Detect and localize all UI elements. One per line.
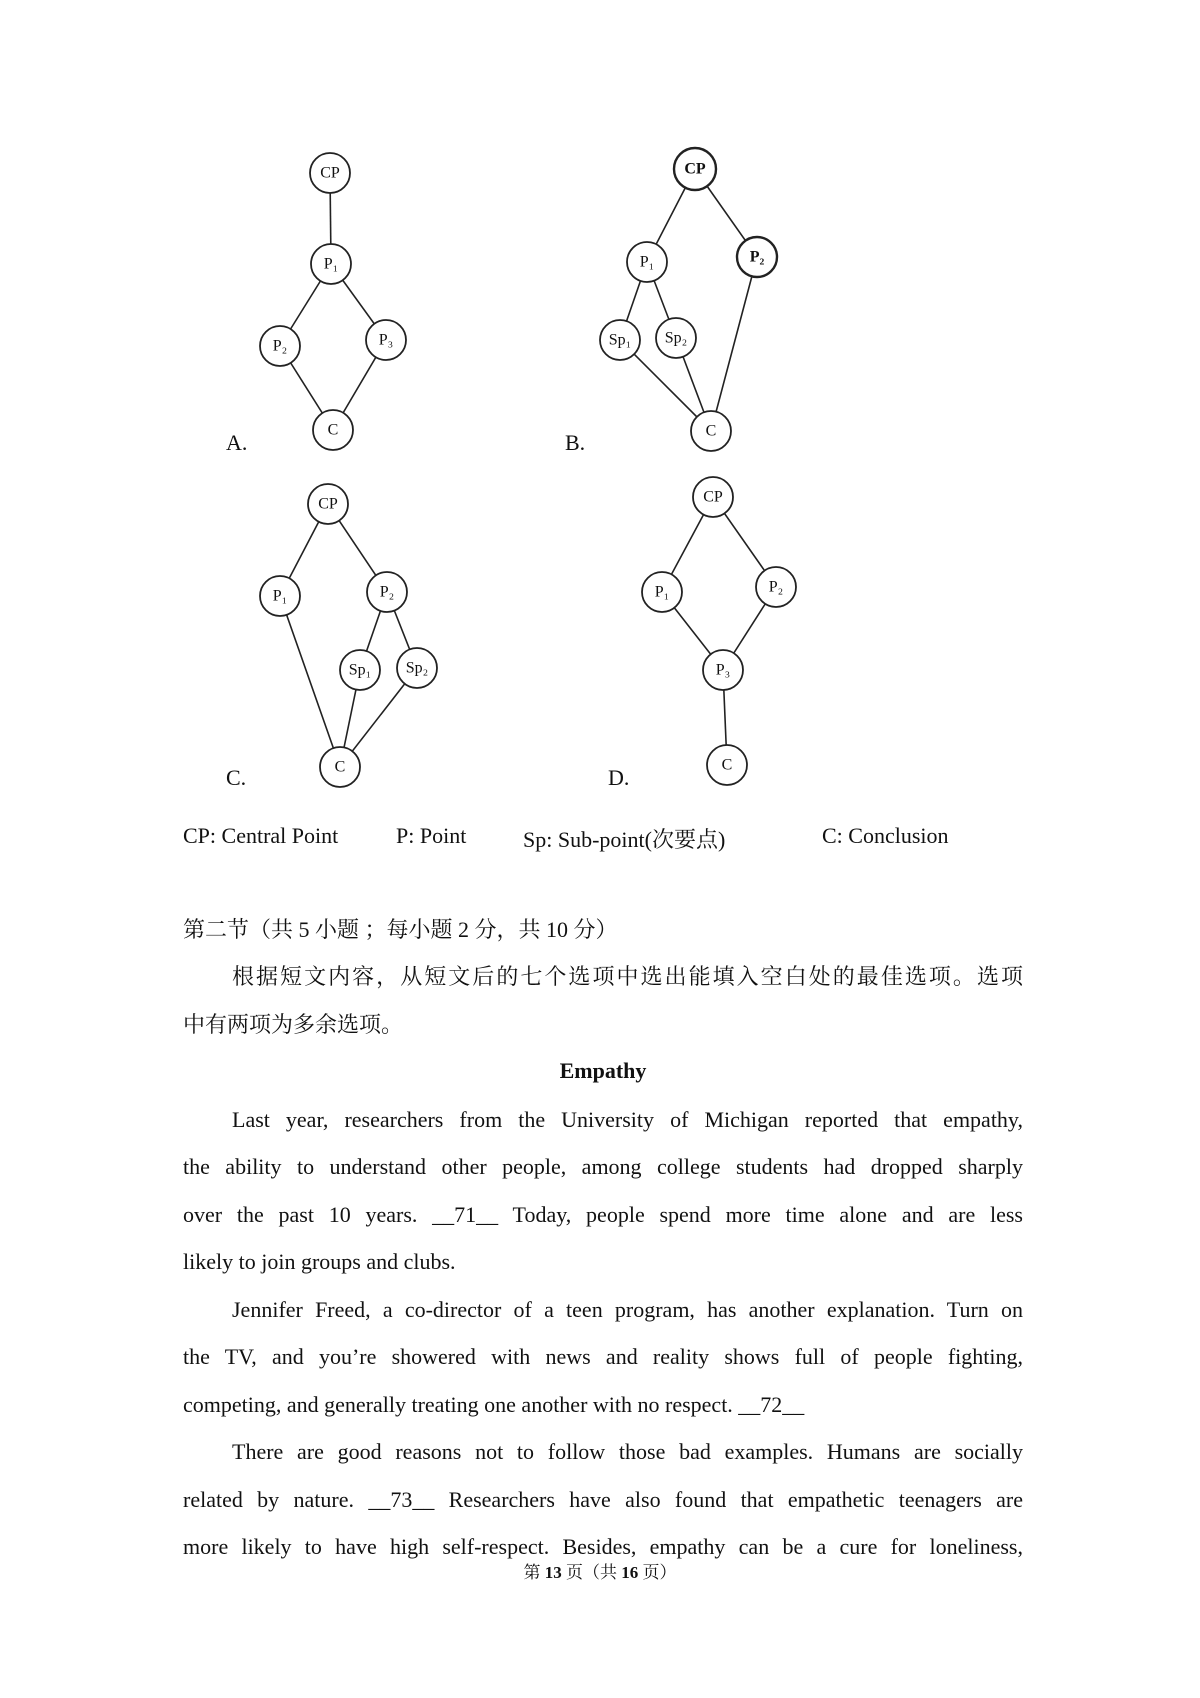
svg-text:CP: CP <box>318 495 338 513</box>
node-p2 <box>260 326 300 366</box>
svg-text:C: C <box>705 422 717 440</box>
node-sp2 <box>397 648 437 688</box>
diagram-a-edges <box>280 173 386 430</box>
node-sp1 <box>600 320 640 360</box>
node-p3 <box>703 650 743 690</box>
legend-sub-point: Sp: Sub-point(次要点) <box>523 827 726 852</box>
svg-text:Sp₁: Sp₁ <box>348 661 372 679</box>
page-number: 13 <box>544 1563 562 1582</box>
svg-text:C: C <box>334 758 346 776</box>
node-p1 <box>642 572 682 612</box>
article-line: There are good reasons not to follow those bad examples. Humans are socially <box>232 1439 1023 1464</box>
svg-text:CP: CP <box>684 160 706 178</box>
svg-text:CP: CP <box>320 164 340 182</box>
svg-text:P₂: P₂ <box>749 248 765 266</box>
section-heading: 第二节（共 5 小题 ；每小题 2 分，共 10 分） <box>183 917 618 942</box>
node-cp <box>310 153 350 193</box>
option-d-label: D. <box>608 765 630 790</box>
article-line: the TV, and you’re showered with news and reality shows full of people fighting, <box>183 1344 1023 1369</box>
svg-text:C: C <box>721 756 733 774</box>
diagram-d-edges <box>662 497 776 765</box>
node-c <box>691 411 731 451</box>
diagram-c-edges <box>280 504 417 767</box>
svg-text:P₂: P₂ <box>272 337 288 355</box>
svg-text:Sp₂: Sp₂ <box>405 659 429 677</box>
option-b-label: B. <box>565 430 586 455</box>
node-p1 <box>311 244 351 284</box>
page-total: 16 <box>621 1563 639 1582</box>
node-p3 <box>366 320 406 360</box>
svg-text:P₂: P₂ <box>768 578 784 596</box>
node-cp <box>693 477 733 517</box>
legend-point: P: Point <box>396 823 467 848</box>
article-line: likely to join groups and clubs. <box>183 1249 456 1274</box>
svg-text:Sp₂: Sp₂ <box>664 329 688 347</box>
svg-text:P₁: P₁ <box>272 587 288 605</box>
diagram-a <box>0 0 1200 800</box>
article-line: the ability to understand other people, among college students had dropped sharply <box>183 1154 1023 1179</box>
article-title: Empathy <box>559 1058 647 1083</box>
svg-text:P₁: P₁ <box>654 583 670 601</box>
node-p2 <box>367 572 407 612</box>
svg-text:Sp₁: Sp₁ <box>608 331 632 349</box>
legend-conclusion: C: Conclusion <box>822 823 949 848</box>
node-sp2 <box>656 318 696 358</box>
svg-text:P₃: P₃ <box>378 331 394 349</box>
option-a-label: A. <box>226 430 248 455</box>
article-line: competing, and generally treating one another with no respect. __72__ <box>183 1392 805 1417</box>
page-footer: 第 13 页（共 16 页） <box>523 1563 677 1582</box>
svg-text:C: C <box>327 421 339 439</box>
section-instruction: 根据短文内容，从短文后的七个选项中选出能填入空白处的最佳选项。选项 <box>232 964 1023 989</box>
article-line: Last year, researchers from the University of Michigan reported that empathy, <box>232 1107 1023 1132</box>
svg-text:P₃: P₃ <box>715 661 731 679</box>
article-line: Jennifer Freed, a co-director of a teen program, has another explanation. Turn on <box>232 1297 1023 1322</box>
node-p1 <box>260 576 300 616</box>
svg-text:P₁: P₁ <box>639 253 655 271</box>
svg-text:P₂: P₂ <box>379 583 395 601</box>
article-line: more likely to have high self-respect. Besides, empathy can be a cure for loneliness, <box>183 1534 1023 1559</box>
option-c-label: C. <box>226 765 247 790</box>
legend-central-point: CP: Central Point <box>183 823 339 848</box>
node-cp <box>674 148 716 190</box>
section-instruction: 中有两项为多余选项。 <box>183 1012 404 1037</box>
node-p2 <box>756 567 796 607</box>
node-c <box>313 410 353 450</box>
node-cp <box>308 484 348 524</box>
svg-text:CP: CP <box>703 488 723 506</box>
node-p2 <box>737 237 777 277</box>
article-line: related by nature. __73__ Researchers have also found that empathetic teenagers are <box>183 1487 1023 1512</box>
node-c <box>320 747 360 787</box>
node-p1 <box>627 242 667 282</box>
diagram-b-edges <box>620 169 757 431</box>
article-line: over the past 10 years. __71__ Today, people spend more time alone and are less <box>183 1202 1023 1227</box>
node-sp1 <box>340 650 380 690</box>
node-c <box>707 745 747 785</box>
svg-text:P₁: P₁ <box>323 255 339 273</box>
